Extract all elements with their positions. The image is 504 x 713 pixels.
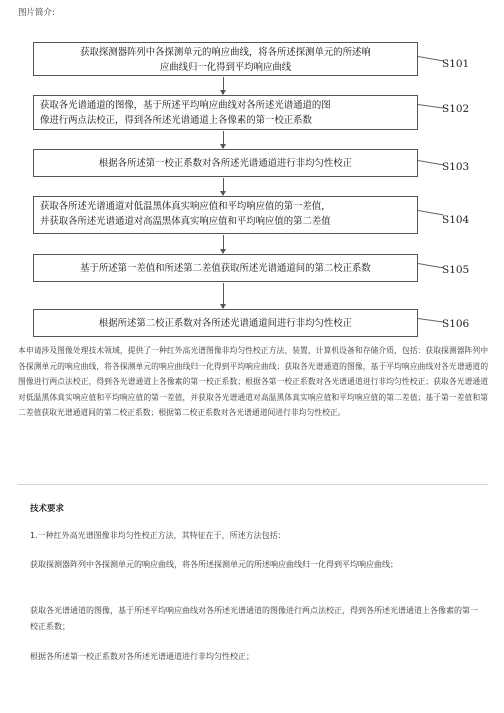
step-s106-line-1: 根据所述第二校正系数对各所述光谱通道间进行非均匀性校正 — [98, 317, 353, 329]
step-s105-line-1: 基于所述第一差值和所述第二差值获取所述光谱通道间的第二校正系数 — [80, 262, 371, 274]
step-s102-line-1: 获取各光谱通道的图像，基于所述平均响应曲线对各所述光谱通道的图 — [40, 100, 331, 111]
step-id-s105: S105 — [442, 264, 470, 276]
flowchart — [0, 0, 504, 340]
arrow-s101-s102 — [223, 77, 224, 94]
arrow-s102-s103 — [223, 131, 224, 148]
leader-line-s101 — [418, 56, 444, 61]
leader-line-s105 — [418, 263, 444, 268]
section-title: 图片简介: — [18, 8, 55, 18]
step-id-s103: S103 — [442, 161, 470, 173]
step-box-s102 — [33, 95, 418, 130]
claim-item-1: 1.一种红外高光谱图像非均匀性校正方法，其特征在于，所述方法包括： — [30, 531, 286, 540]
claim-item-4: 根据各所述第一校正系数对各所述光谱通道进行非均匀性校正； — [30, 652, 254, 661]
step-s102-line-2: 像进行两点法校正，得到各所述光谱通道上各像素的第一校正系数 — [40, 115, 312, 126]
section-divider — [18, 484, 488, 485]
step-box-s103 — [33, 149, 418, 177]
step-id-s101: S101 — [442, 58, 470, 70]
leader-line-s104 — [418, 210, 444, 215]
abstract-paragraph: 本申请涉及图像处理技术领域，提供了一种红外高光谱图像非均匀性校正方法、装置、计算机设备和存储介质，包括：获取探测器阵列中各探测单元的响应曲线，将各探测单元的响应曲线归一化得到平均响应曲线；获取各光谱通道的图像，基于平均响应曲线对各光谱通道的图像进行两点法校正，得到各光谱通道上各像素的第一校正系数；根据各第一校正系数对各光谱通道进行非均匀性校正；获取各光谱通道对低温黑体真实响应值和平均响应值的第一差值，并获取各光谱通道对高温黑体真实响应值和平均响应值的第二差值；基于第一差值和第二差值获取光谱通道间的第二校正系数；根据第二校正系数对各光谱通道间进行非均匀性校正。 — [18, 346, 488, 418]
step-box-s105 — [33, 254, 418, 282]
step-s104-line-2: 并获取各所述光谱通道对高温黑体真实响应值和平均响应值的第二差值 — [40, 216, 331, 227]
step-id-s106: S106 — [442, 318, 470, 330]
step-id-s102: S102 — [442, 103, 470, 115]
step-s101-line-2: 应曲线归一化得到平均响应曲线 — [159, 62, 292, 73]
step-id-s104: S104 — [442, 214, 470, 226]
step-s101-line-1: 获取探测器阵列中各探测单元的响应曲线，将各所述探测单元的所述响 — [80, 47, 371, 58]
claim-item-3: 获取各光谱通道的图像，基于所述平均响应曲线对各所述光谱通道的图像进行两点法校正，得到各所述光谱通道上各像素的第一校正系数； — [30, 606, 478, 631]
claims-heading: 技术要求 — [30, 504, 65, 514]
step-s103-line-1: 根据各所述第一校正系数对各所述光谱通道进行非均匀性校正 — [98, 157, 353, 169]
step-box-s106 — [33, 309, 418, 337]
step-s104-line-1: 获取各所述光谱通道对低温黑体真实响应值和平均响应值的第一差值， — [40, 201, 331, 212]
leader-line-s103 — [418, 160, 444, 165]
claim-item-2: 获取探测器阵列中各探测单元的响应曲线，将各所述探测单元的所述响应曲线归一化得到平均响应曲线； — [30, 560, 398, 569]
arrow-s103-s104 — [223, 178, 224, 195]
leader-line-s102 — [418, 104, 444, 109]
arrow-s104-s105 — [223, 235, 224, 253]
step-box-s104 — [33, 196, 418, 234]
step-box-s101 — [33, 42, 418, 76]
arrow-s105-s106 — [223, 283, 224, 308]
leader-line-s106 — [418, 318, 444, 323]
